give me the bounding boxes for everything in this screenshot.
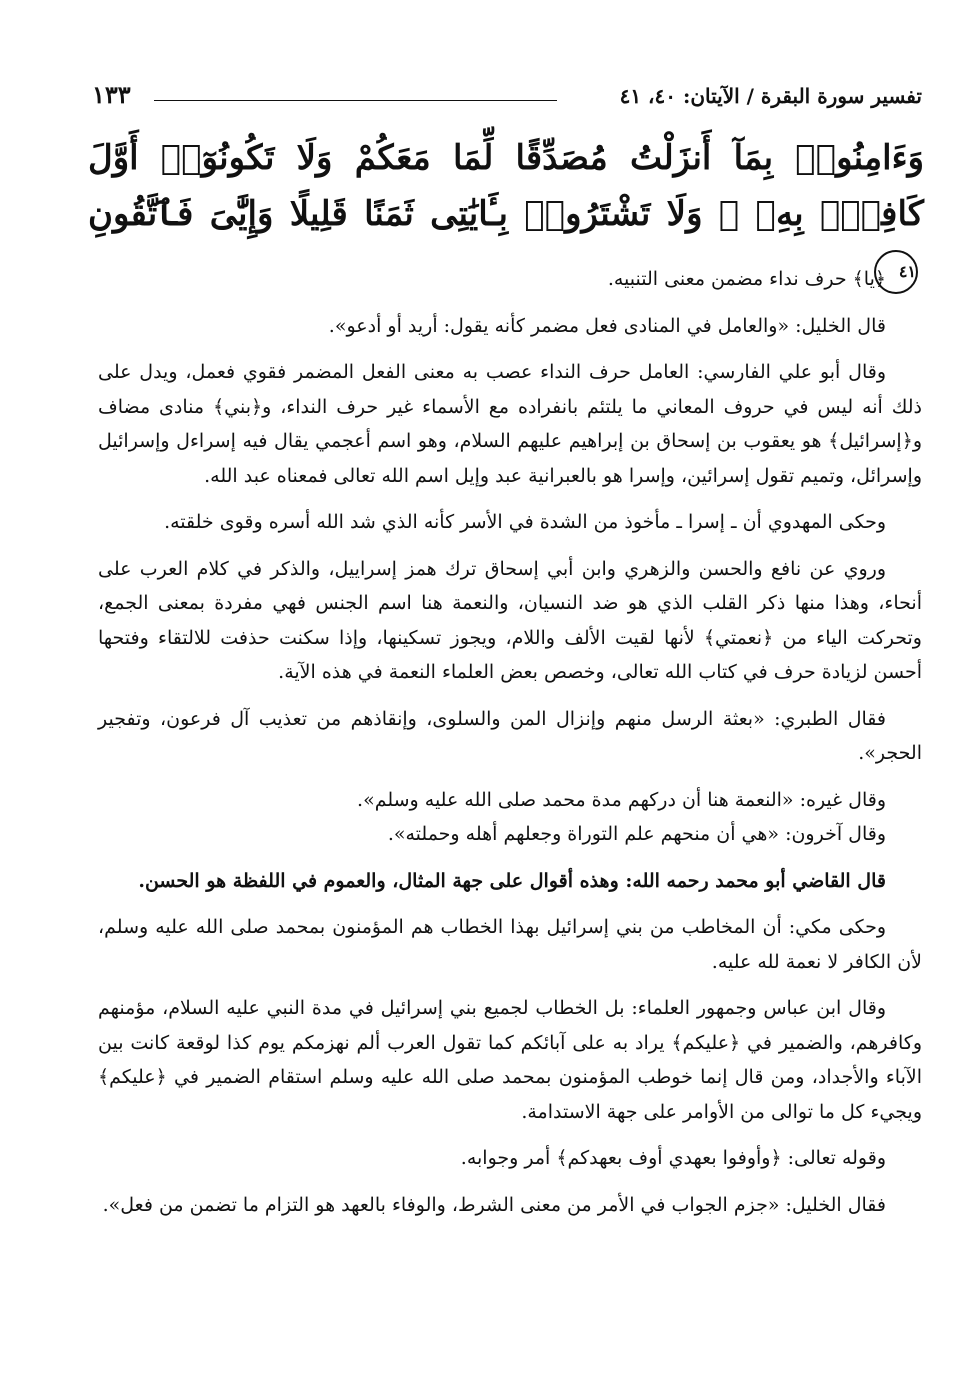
paragraph: قال الخليل: «والعامل في المنادى فعل مضمر كأنه يقول: أريد أو أدعو». [328,314,886,337]
paragraph: وحكى مكي: أن المخاطب من بني إسرائيل بهذا الخطاب هم المؤمنون بمحمد صلى الله عليه وسلم، لأن الكافر لا نعمة لله عليه. [98,916,922,973]
paragraph: وحكى المهدوي أن ـ إسرا ـ مأخوذ من الشدة في الأسر كأنه الذي شد الله أسره وقوى خلقته. [164,511,886,533]
paragraph: ﴿يا﴾ حرف نداء مضمن معنى التنبيه. [607,268,886,290]
paragraph: وقال ابن عباس وجمهور العلماء: بل الخطاب لجميع بني إسرائيل في مدة النبي عليه السلام، مؤمنهم وكافرهم، والضمير في ﴿عليكم﴾ يراد به على آبائكم كما تقول العرب ألم نهزمكم يوم كذا لوقعة كانت بين الآباء والأجداد، ومن قال إنما خوطب المؤمنون بمحمد صلى الله عليه وسلم استقام الضمير في ﴿عليكم﴾ ويجيء كل ما توالى من الأوامر على جهة الاستدامة. [98,997,922,1123]
paragraph: وقوله تعالى: ﴿وأوفوا بعهدي أوف بعهدكم﴾ أمر وجوابه. [460,1147,886,1169]
paragraph: وقال آخرون: «هي أن منحهم علم التوراة وجعلهم أهله وحملته». [387,823,886,845]
paragraph: وروي عن نافع والحسن والزهري وابن أبي إسحاق ترك همز إسراييل، والذكر في كلام العرب على أنحاء، وهذا منها ذكر القلب الذي هو ضد النسيان، والنعمة هنا اسم الجنس فهي مفردة بمعنى الجمع، وتحركت الياء من ﴿نعمتي﴾ لأنها لقيت الألف واللام، ويجوز تسكينها، وإذا سكنت حذفت للالتقاء وفتحها أحسن لزيادة حرف في كتاب الله تعالى، وخصص بعض العلماء النعمة في هذه الآية. [98,557,922,683]
paragraph: فقال الخليل: «جزم الجواب في الأمر من معنى الشرط، والوفاء بالعهد هو التزام ما تضمن من فعل». [102,1193,886,1216]
ayah-number-marker: ٤١ [874,250,918,294]
running-header [92,78,922,118]
paragraph: وقال غيره: «النعمة هنا أن دركهم مدة محمد صلى الله عليه وسلم». [357,788,886,811]
paragraph: فقال الطبري: «بعثة الرسل منهم وإنزال المن والسلوى، وإنقاذهم من تعذيب آل فرعون، وتفجير الحجر». [98,707,922,764]
page-number: ١٣٣ [92,80,131,109]
header-divider [154,100,557,101]
commentary-text [98,262,922,1234]
paragraph: وقال أبو علي الفارسي: العامل حرف النداء عصب به معنى الفعل المضمر فقوي فعمل، ويدل على ذلك أنه ليس في حروف المعاني ما يلتئم بانفراده مع الأسماء غير حرف النداء، و﴿بني﴾ منادى مضاف و﴿إسرائيل﴾ هو يعقوب بن إسحاق بن إبراهيم عليهم السلام، وهو اسم أعجمي يقال فيه إسراءل وإسرائيل وإسرائل، وتميم تقول إسرائين، وإسرا هو بالعبرانية عبد وإيل اسم الله تعالى فمعناه عبد الله. [98,361,922,487]
quran-verse-text: وَءَامِنُوا۟ بِمَآ أَنزَلْتُ مُصَدِّقًا لِّمَا مَعَكُمْ وَلَا تَكُونُوٓا۟ أَوَّلَ كَافِرٍۭ بِهِۦ ۖ وَلَا تَشْتَرُوا۟ بِـَٔايَٰتِى ثَمَنًا قَلِيلًا وَإِيَّٰىَ فَٱتَّقُونِ [88,138,924,234]
header-title: تفسير سورة البقرة / الآيتان: ٤٠، ٤١ [619,84,922,108]
paragraph: قال القاضي أبو محمد رحمه الله: وهذه أقوال على جهة المثال، والعموم في اللفظة هو الحسن. [138,869,886,892]
